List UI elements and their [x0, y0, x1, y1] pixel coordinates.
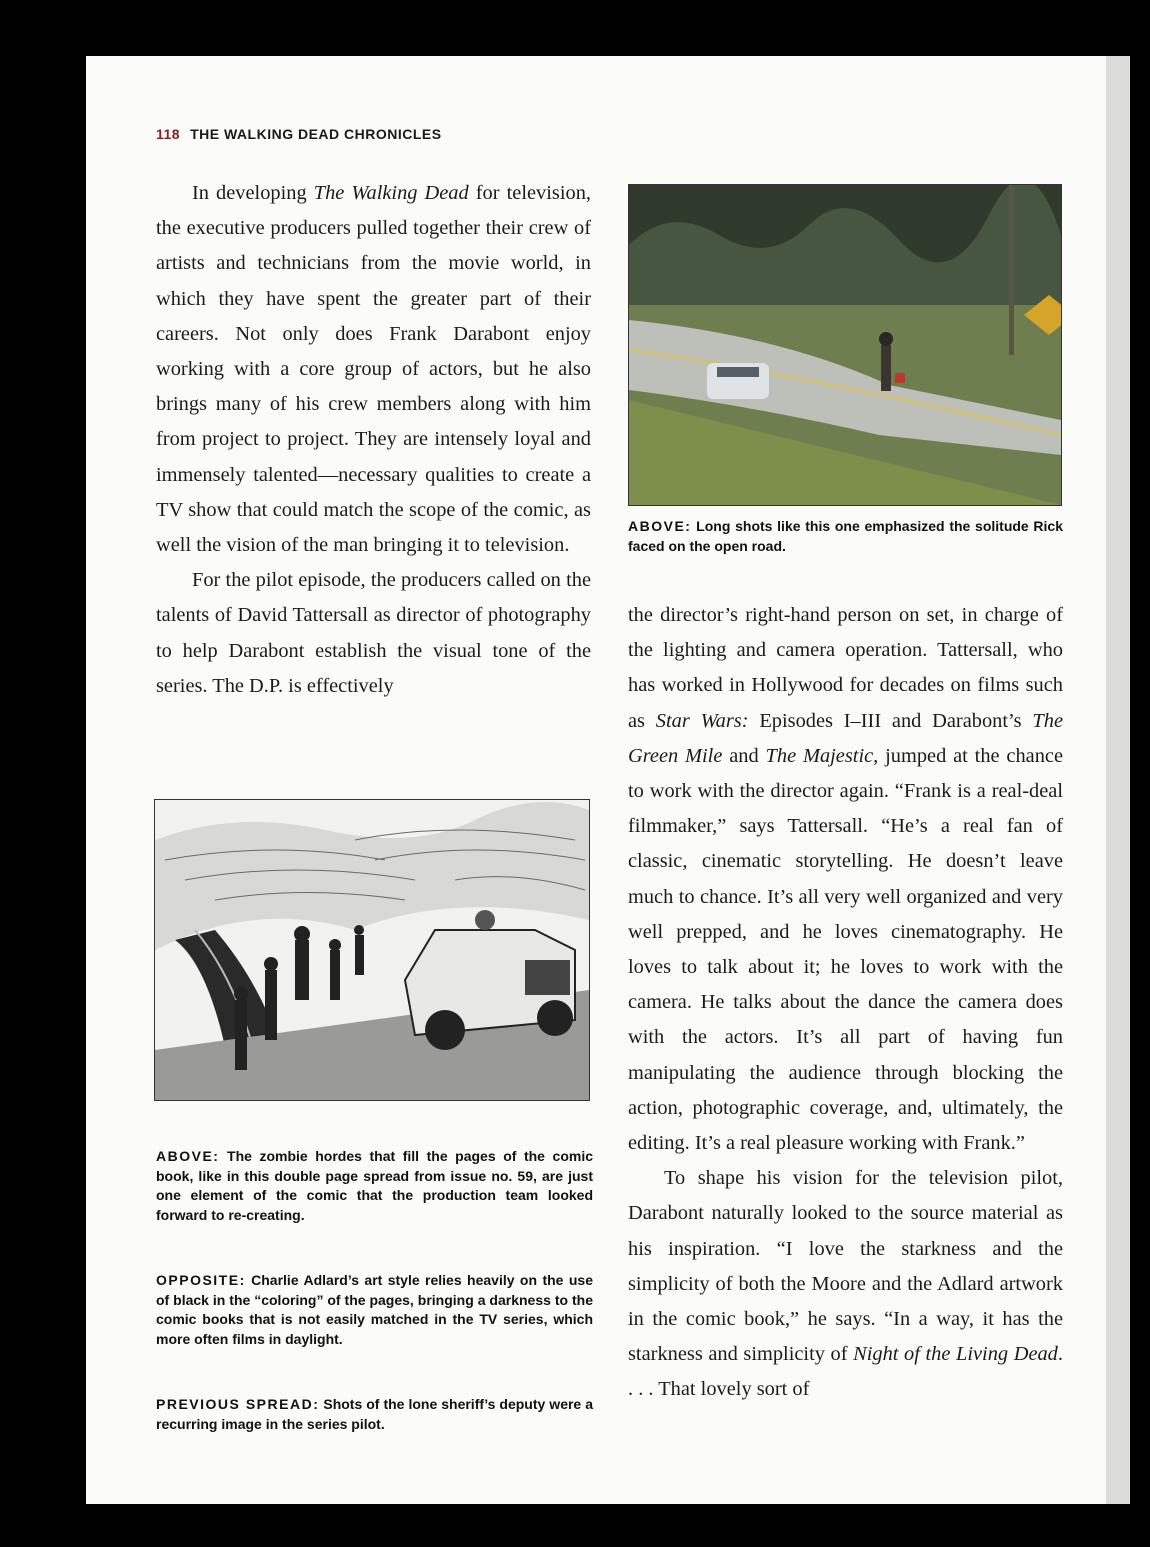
caption-label: OPPOSITE:	[156, 1272, 246, 1288]
text-run: . . . . That lovely sort of	[628, 1343, 1063, 1401]
road-photo	[628, 184, 1062, 506]
opposite-caption	[156, 1271, 593, 1349]
book-page	[86, 56, 1130, 1504]
text-run: for television, the executive producers pulled together their crew of artists and technicians from the movie world, in which they have spent the greater part of their careers. Not only does Frank Darabont enjoy working with a core group of actors, but he also brings many of his crew members along with him from project to project. They are intensely loyal and immensely talented—necessary qualities to create a TV show that could match the scope of the comic, as well the vision of the man bringing it to television.	[156, 182, 591, 557]
photo-caption	[628, 517, 1063, 556]
text-run: jumped at the chance to work with the director again. “Frank is a real-deal filmmaker,” says Tattersall. “He’s a real fan of classic, cinematic storytelling. He doesn’t leave much to chance. It’s all very well organized and very well prepped, and he loves cinematography. He loves to talk about it; he loves to work with the camera. He talks about the dance the camera does with the actors. It’s all part of having fun manipulating the audience through blocking the action, photographic coverage, and, ultimately, the editing. It’s a real pleasure working with Frank.”	[628, 744, 1063, 1155]
text-run: and	[722, 744, 766, 767]
italic-title: The Green Mile	[628, 709, 1063, 767]
paragraph	[628, 1161, 1063, 1407]
running-header	[156, 126, 442, 142]
text-run: In developing	[192, 182, 314, 204]
caption-label: ABOVE:	[628, 518, 692, 534]
comic-panel-image	[154, 799, 590, 1101]
previous-spread-caption	[156, 1395, 593, 1434]
caption-text: Long shots like this one emphasized the solitude Rick faced on the open road.	[628, 518, 1063, 554]
caption-label: PREVIOUS SPREAD:	[156, 1396, 320, 1412]
caption-text: Charlie Adlard’s art style relies heavily on the use of black in the “coloring” of the pages, bringing a darkness to the comic books that is not easily matched in the TV series, which more often films in daylight.	[156, 1272, 593, 1347]
italic-title: Night of the Living Dead	[853, 1343, 1058, 1366]
paragraph: For the pilot episode, the producers called on the talents of David Tattersall as director of photography to help Darabont establish the visual tone of the series. The D.P. is effectively	[156, 569, 591, 697]
italic-title: The Majestic,	[765, 744, 879, 767]
comic-caption	[156, 1147, 593, 1225]
caption-label: ABOVE:	[156, 1148, 220, 1164]
caption-text: The zombie hordes that fill the pages of the comic book, like in this double page spread from issue no. 59, are just one element of the comic that the production team looked forward to re-creating.	[156, 1148, 593, 1223]
paragraph	[156, 176, 591, 563]
page-edge	[1106, 56, 1130, 1504]
text-run: To shape his vision for the television pilot, Darabont naturally looked to the source material as his inspiration. “I love the starkness and the simplicity of both the Moore and the Adlard artwork in the comic book,” he says. “In a way, it has the starkness and simplicity of	[628, 1167, 1063, 1366]
right-column	[628, 598, 1063, 1408]
left-column	[156, 176, 591, 704]
caption-text: Shots of the lone sheriff’s deputy were a recurring image in the series pilot.	[156, 1396, 594, 1432]
text-run: the director’s right-hand person on set, in charge of the lighting and camera operation. Tattersall, who has worked in Hollywood for decades on films such as	[628, 604, 1063, 732]
paragraph	[628, 598, 1063, 1161]
italic-title: The Walking Dead	[313, 182, 469, 204]
page-number: 118	[156, 126, 181, 142]
book-title: THE WALKING DEAD CHRONICLES	[190, 126, 442, 142]
text-run: Episodes I–III and Darabont’s	[748, 709, 1033, 732]
italic-title: Star Wars:	[655, 709, 749, 732]
